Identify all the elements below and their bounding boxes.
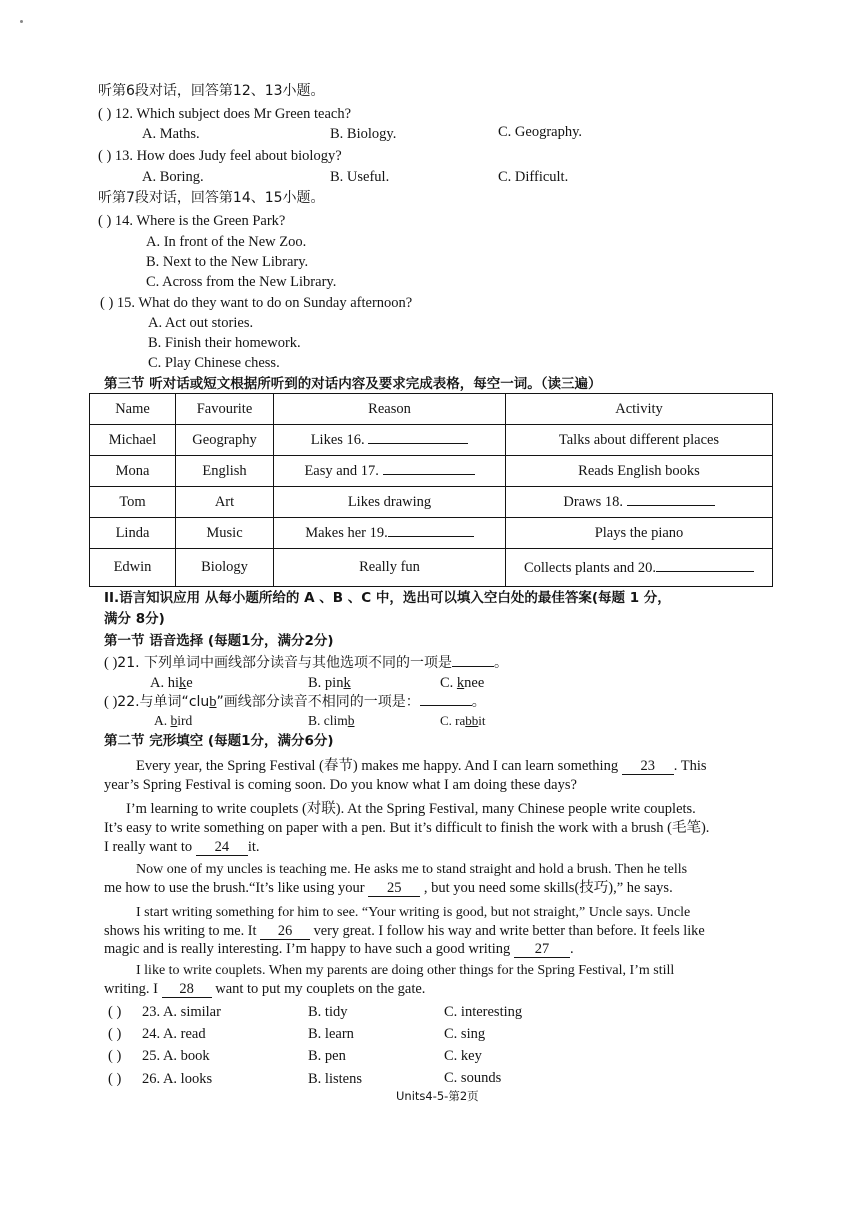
underlined-letter: b	[170, 713, 178, 728]
underlined-letter: b	[347, 713, 355, 728]
cloze-text: .	[569, 941, 574, 957]
option-c: C. Across from the New Library.	[146, 274, 337, 290]
option-c	[440, 712, 486, 730]
activity-text: Draws 18.	[563, 494, 623, 510]
option-b: B. pen	[308, 1048, 346, 1064]
reason-text: Easy and 17.	[304, 463, 379, 479]
cell-favourite: Art	[176, 487, 274, 518]
question-13	[98, 147, 342, 165]
option-c: C. Geography.	[498, 124, 583, 140]
cell-favourite: Music	[176, 518, 274, 549]
blank-23[interactable]: 23	[622, 759, 674, 775]
blank-19[interactable]	[388, 524, 474, 537]
cloze-para-4-cont	[104, 922, 705, 940]
header-name: Name	[90, 394, 176, 425]
header-reason: Reason	[274, 394, 506, 425]
cloze-text: it.	[247, 839, 260, 855]
cloze-para-2: I’m learning to write couplets (对联). At the Spring Festival, many Chinese people write couplets.	[126, 801, 696, 817]
answer-paren[interactable]: ( )	[100, 295, 114, 311]
opt-prefix: C. ra	[440, 713, 466, 728]
answer-paren[interactable]: ( )	[98, 148, 112, 164]
cloze-question-23	[108, 1003, 221, 1021]
table-row	[90, 518, 773, 549]
question-text: 22.与单词“clu	[117, 694, 210, 710]
question-text: 14. Where is the Green Park?	[114, 213, 286, 229]
table-row	[90, 456, 773, 487]
question-text: 12. Which subject does Mr Green teach?	[114, 106, 351, 122]
reason-text: Makes her 19.	[305, 525, 388, 541]
blank-25[interactable]: 25	[368, 881, 420, 897]
answer-paren[interactable]: ( )	[108, 1071, 122, 1087]
question-text: 13. How does Judy feel about biology?	[114, 148, 342, 164]
cell-name: Edwin	[90, 549, 176, 587]
underlined-letter: k	[456, 675, 465, 691]
cell-reason	[274, 456, 506, 487]
question-text: 15. What do they want to do on Sunday afternoon?	[116, 295, 413, 311]
cloze-para-4: I start writing something for him to see. “Your writing is good, but not straight,” Uncle says. Uncle	[136, 905, 691, 920]
option-c: C. sing	[444, 1026, 486, 1042]
question-end: 。	[471, 694, 486, 710]
option-b: B. learn	[308, 1026, 354, 1042]
option-a: A. In front of the New Zoo.	[146, 234, 307, 250]
opt-prefix: C.	[440, 675, 457, 691]
option-c: C. key	[444, 1048, 482, 1064]
opt-suffix: nee	[464, 675, 485, 691]
option-a: 24. A. read	[142, 1026, 206, 1042]
blank-27[interactable]: 27	[514, 942, 570, 958]
option-b: B. Finish their homework.	[148, 335, 301, 351]
blank-24[interactable]: 24	[196, 840, 248, 856]
option-b	[308, 674, 351, 692]
dialogue6-intro: 听第6段对话，回答第12、13小题。	[98, 83, 325, 99]
opt-prefix: A.	[154, 713, 171, 728]
option-a: 25. A. book	[142, 1048, 210, 1064]
dialogue7-intro: 听第7段对话，回答第14、15小题。	[98, 190, 325, 206]
cloze-para-2-end	[104, 838, 260, 856]
cloze-text: I really want to	[104, 839, 196, 855]
question-14	[98, 212, 285, 230]
option-a	[150, 674, 193, 692]
cell-name: Linda	[90, 518, 176, 549]
cloze-para-5: I like to write couplets. When my parents are doing other things for the Spring Festival, I’m still	[136, 963, 675, 978]
table-row	[90, 487, 773, 518]
option-a: A. Act out stories.	[148, 315, 254, 331]
answer-paren[interactable]: ( )	[98, 106, 112, 122]
cloze-para-3-cont	[104, 879, 673, 897]
page-footer: Units4-5-第2页	[396, 1089, 479, 1103]
cloze-question-24	[108, 1025, 206, 1043]
table-row	[90, 425, 773, 456]
question-21	[104, 654, 508, 672]
opt-suffix: e	[186, 675, 193, 691]
cloze-text: , but you need some skills(技巧),” he says.	[420, 880, 673, 896]
cloze-para-5-cont	[104, 980, 425, 998]
table-row	[90, 549, 773, 587]
answer-paren[interactable]: ( )	[104, 694, 118, 710]
cell-name: Mona	[90, 456, 176, 487]
option-c: C. Play Chinese chess.	[148, 355, 280, 371]
option-b: B. Next to the New Library.	[146, 254, 309, 270]
option-c: C. interesting	[444, 1004, 523, 1020]
option-c: C. sounds	[444, 1070, 502, 1086]
opt-prefix: A. hi	[150, 675, 179, 691]
cloze-text: Every year, the Spring Festival (春节) makes me happy. And I can learn something	[136, 758, 622, 774]
cloze-para-1	[136, 757, 707, 775]
underlined-letter: b	[209, 694, 217, 710]
cloze-text: writing. I	[104, 981, 162, 997]
cloze-para-3: Now one of my uncles is teaching me. He asks me to stand straight and hold a brush. Then he tells	[136, 862, 688, 877]
cell-favourite: English	[176, 456, 274, 487]
scan-speck	[20, 20, 23, 23]
opt-prefix: B. clim	[308, 713, 348, 728]
part3-title: 第三节 听对话或短文根据所听到的对话内容及要求完成表格，每空一词。（读三遍）	[104, 376, 602, 392]
answer-paren[interactable]: ( )	[98, 213, 112, 229]
cloze-text: very great. I follow his way and write better than before. It feels like	[310, 923, 705, 939]
blank-20[interactable]	[656, 559, 754, 572]
opt-prefix: B. pin	[308, 675, 344, 691]
cloze-question-26	[108, 1070, 212, 1088]
cell-activity	[506, 487, 773, 518]
blank-16[interactable]	[368, 431, 468, 444]
option-b: B. Biology.	[330, 126, 397, 142]
cell-activity: Plays the piano	[506, 518, 773, 549]
question-text-cont: ”画线部分读音不相同的一项是：	[216, 694, 420, 710]
answer-table	[89, 393, 773, 587]
cell-activity: Reads English books	[506, 456, 773, 487]
underlined-letter: k	[179, 675, 187, 691]
question-text: 21. 下列单词中画线部分读音与其他选项不同的一项是	[117, 655, 453, 671]
question-12	[98, 105, 351, 123]
cell-reason: Likes drawing	[274, 487, 506, 518]
cloze-text: . This	[673, 758, 707, 774]
cloze-para-4-end	[104, 940, 574, 958]
answer-paren[interactable]: ( )	[108, 1004, 122, 1020]
cloze-para-1-cont: year’s Spring Festival is coming soon. Do you know what I am doing these days?	[104, 777, 577, 793]
option-c	[440, 674, 484, 692]
question-22	[104, 693, 486, 711]
section2-heading-cont: 满分 8分)	[104, 611, 165, 627]
option-c: C. Difficult.	[498, 169, 569, 185]
cell-activity: Talks about different places	[506, 425, 773, 456]
reason-text: Likes 16.	[310, 432, 365, 448]
cloze-para-2-cont: It’s easy to write something on paper with a pen. But it’s difficult to finish the work with a brush (毛笔).	[104, 820, 710, 836]
header-activity: Activity	[506, 394, 773, 425]
part2-title: 第二节 完形填空 (每题1分，满分6分)	[104, 733, 334, 749]
answer-paren[interactable]: ( )	[108, 1048, 122, 1064]
cell-reason	[274, 518, 506, 549]
cell-name: Michael	[90, 425, 176, 456]
table-header-row	[90, 394, 773, 425]
header-favourite: Favourite	[176, 394, 274, 425]
cloze-text: shows his writing to me. It	[104, 923, 261, 939]
activity-text: Collects plants and 20.	[523, 559, 657, 576]
blank-17[interactable]	[383, 462, 475, 475]
opt-suffix: it	[478, 713, 486, 728]
cloze-text: want to put my couplets on the gate.	[211, 981, 426, 997]
underlined-letter: bb	[465, 713, 479, 728]
cloze-text: magic and is really interesting. I’m happy to have such a good writing	[104, 941, 514, 957]
blank-26[interactable]: 26	[260, 924, 310, 940]
cell-favourite: Geography	[176, 425, 274, 456]
option-a: A. Maths.	[142, 126, 200, 142]
cell-favourite: Biology	[176, 549, 274, 587]
option-b: B. tidy	[308, 1004, 348, 1020]
part1-title: 第一节 语音选择 (每题1分，满分2分)	[104, 633, 334, 649]
option-a: 23. A. similar	[142, 1004, 221, 1020]
option-a: A. Boring.	[142, 169, 204, 185]
option-b	[308, 712, 355, 730]
option-a: 26. A. looks	[142, 1071, 213, 1087]
option-b: B. listens	[308, 1071, 362, 1087]
question-end: 。	[494, 655, 509, 671]
cell-activity	[506, 549, 773, 587]
question-15	[100, 294, 412, 312]
option-b: B. Useful.	[330, 169, 390, 185]
blank-28[interactable]: 28	[162, 982, 212, 998]
cell-reason	[274, 425, 506, 456]
answer-paren[interactable]: ( )	[108, 1026, 122, 1042]
option-a	[154, 712, 192, 730]
section2-heading: II.语言知识应用 从每小题所给的 A 、B 、C 中，选出可以填入空白处的最佳答案(每题 1 分，	[104, 590, 671, 606]
cloze-question-25	[108, 1047, 210, 1065]
opt-suffix: ird	[177, 713, 193, 728]
blank-21[interactable]	[452, 666, 494, 667]
cloze-text: me how to use the brush.“It’s like using your	[104, 880, 369, 896]
underlined-letter: k	[343, 675, 351, 691]
cell-reason: Really fun	[274, 549, 506, 587]
answer-paren[interactable]: ( )	[104, 655, 118, 671]
blank-18[interactable]	[627, 493, 715, 506]
blank-22[interactable]	[420, 705, 472, 706]
cell-name: Tom	[90, 487, 176, 518]
